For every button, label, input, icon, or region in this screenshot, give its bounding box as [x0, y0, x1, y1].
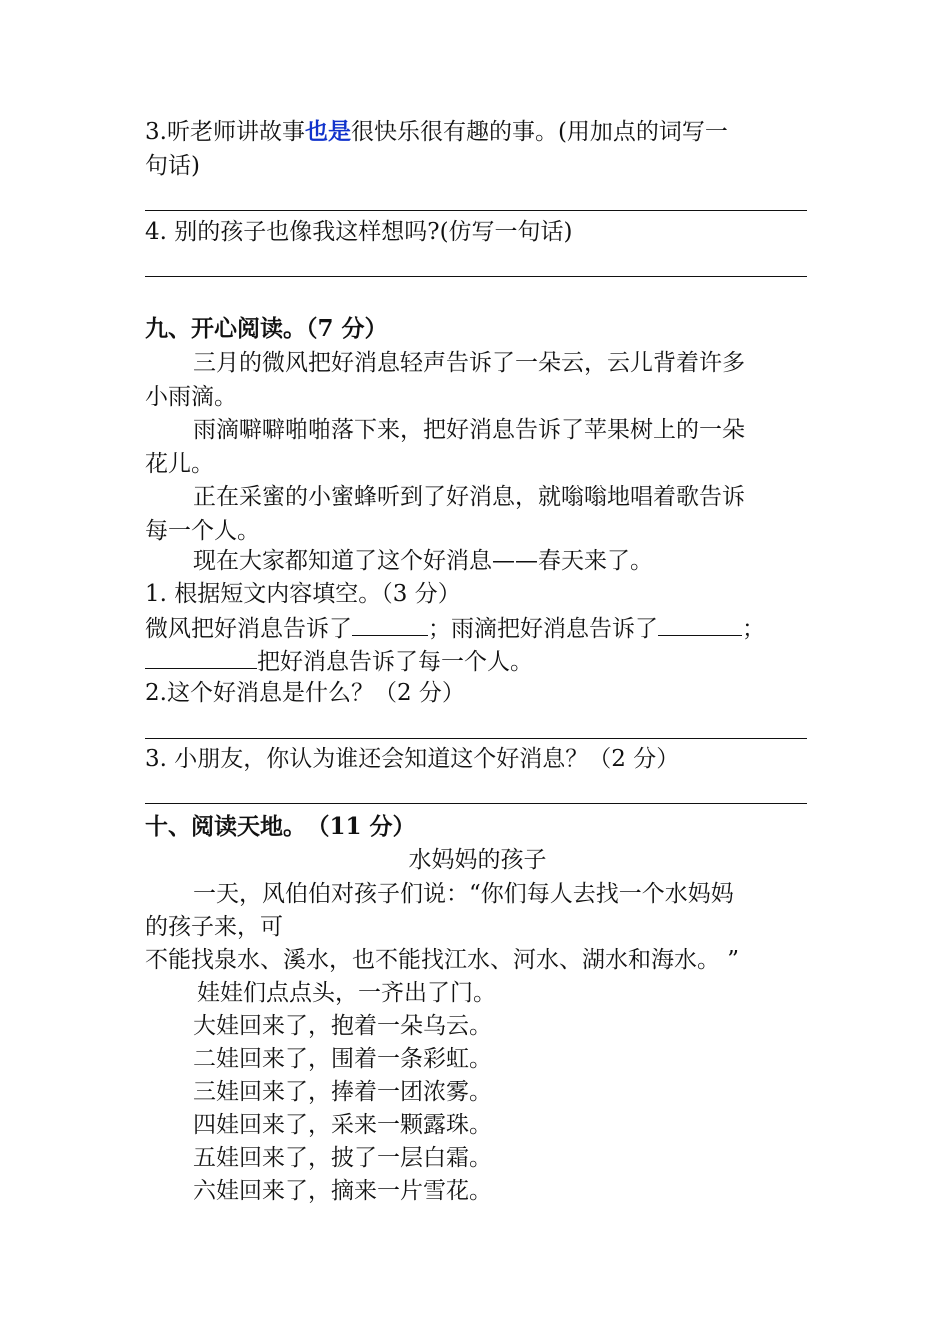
story-line: 二娃回来了，围着一条彩虹。: [193, 1046, 492, 1072]
story-line: 娃娃们点点头，一齐出了门。: [197, 980, 496, 1006]
section-10-heading: [145, 811, 810, 843]
story-line: 五娃回来了，披了一层白霜。: [193, 1145, 492, 1171]
passage-line: 雨滴噼噼啪啪落下来，把好消息告诉了苹果树上的一朵: [193, 417, 745, 443]
question-3-prefix: 3.听老师讲故事: [145, 119, 305, 145]
fill-blank-2[interactable]: [658, 611, 742, 636]
answer-line-q3[interactable]: [145, 210, 807, 211]
passage-line: 现在大家都知道了这个好消息——春天来了。: [193, 548, 653, 574]
question-3: [145, 116, 810, 148]
fill-blank-row-2: [145, 644, 810, 678]
section-9-question-3: 3. 小朋友，你认为谁还会知道这个好消息？（2 分）: [145, 746, 680, 772]
story-line: 大娃回来了，抱着一朵乌云。: [193, 1013, 492, 1039]
story-title: 水妈妈的孩子: [408, 847, 547, 873]
passage-line: 小雨滴。: [145, 384, 237, 410]
story-line: 三娃回来了，捧着一团浓雾。: [193, 1079, 492, 1105]
fill-text-3: ；: [742, 616, 765, 642]
passage-line: 三月的微风把好消息轻声告诉了一朵云，云儿背着许多: [193, 350, 745, 376]
passage-line: 花儿。: [145, 451, 214, 477]
fill-text-1: 微风把好消息告诉了: [145, 616, 352, 642]
question-3-line2: 句话): [145, 153, 200, 179]
fill-blank-row-1: [145, 611, 810, 645]
section-10-score: （11 分）: [318, 813, 416, 840]
story-line: 四娃回来了，采来一颗露珠。: [193, 1112, 492, 1138]
story-line: 不能找泉水、溪水，也不能找江水、河水、湖水和海水。 ”: [145, 947, 740, 973]
section-9-question-2: 2.这个好消息是什么？（2 分）: [145, 680, 465, 706]
fill-blank-3[interactable]: [145, 644, 257, 669]
story-line: 六娃回来了，摘来一片雪花。: [193, 1178, 492, 1204]
passage-line: 每一个人。: [145, 518, 260, 544]
passage-line: 正在采蜜的小蜜蜂听到了好消息，就嗡嗡地唱着歌告诉: [193, 484, 745, 510]
section-10-title: 十、阅读天地。: [145, 813, 306, 840]
story-line: 一天，风伯伯对孩子们说：“你们每人去找一个水妈妈: [193, 881, 734, 907]
fill-blank-1[interactable]: [352, 611, 428, 636]
question-4: 4. 别的孩子也像我这样想吗?(仿写一句话): [145, 219, 573, 245]
answer-line-s9-q2[interactable]: [145, 738, 807, 739]
section-9-question-1: 1. 根据短文内容填空。（3 分）: [145, 581, 461, 607]
answer-line-s9-q3[interactable]: [145, 803, 807, 804]
fill-text-2: ；雨滴把好消息告诉了: [428, 616, 658, 642]
section-9-title: 九、开心阅读。（7 分）: [145, 315, 388, 342]
story-line: 的孩子来，可: [145, 914, 283, 940]
fill-text-4: 把好消息告诉了每一个人。: [257, 649, 533, 675]
answer-line-q4[interactable]: [145, 276, 807, 277]
question-3-highlight: 也是: [304, 118, 351, 145]
question-3-suffix: 很快乐很有趣的事。(用加点的词写一: [350, 119, 728, 145]
